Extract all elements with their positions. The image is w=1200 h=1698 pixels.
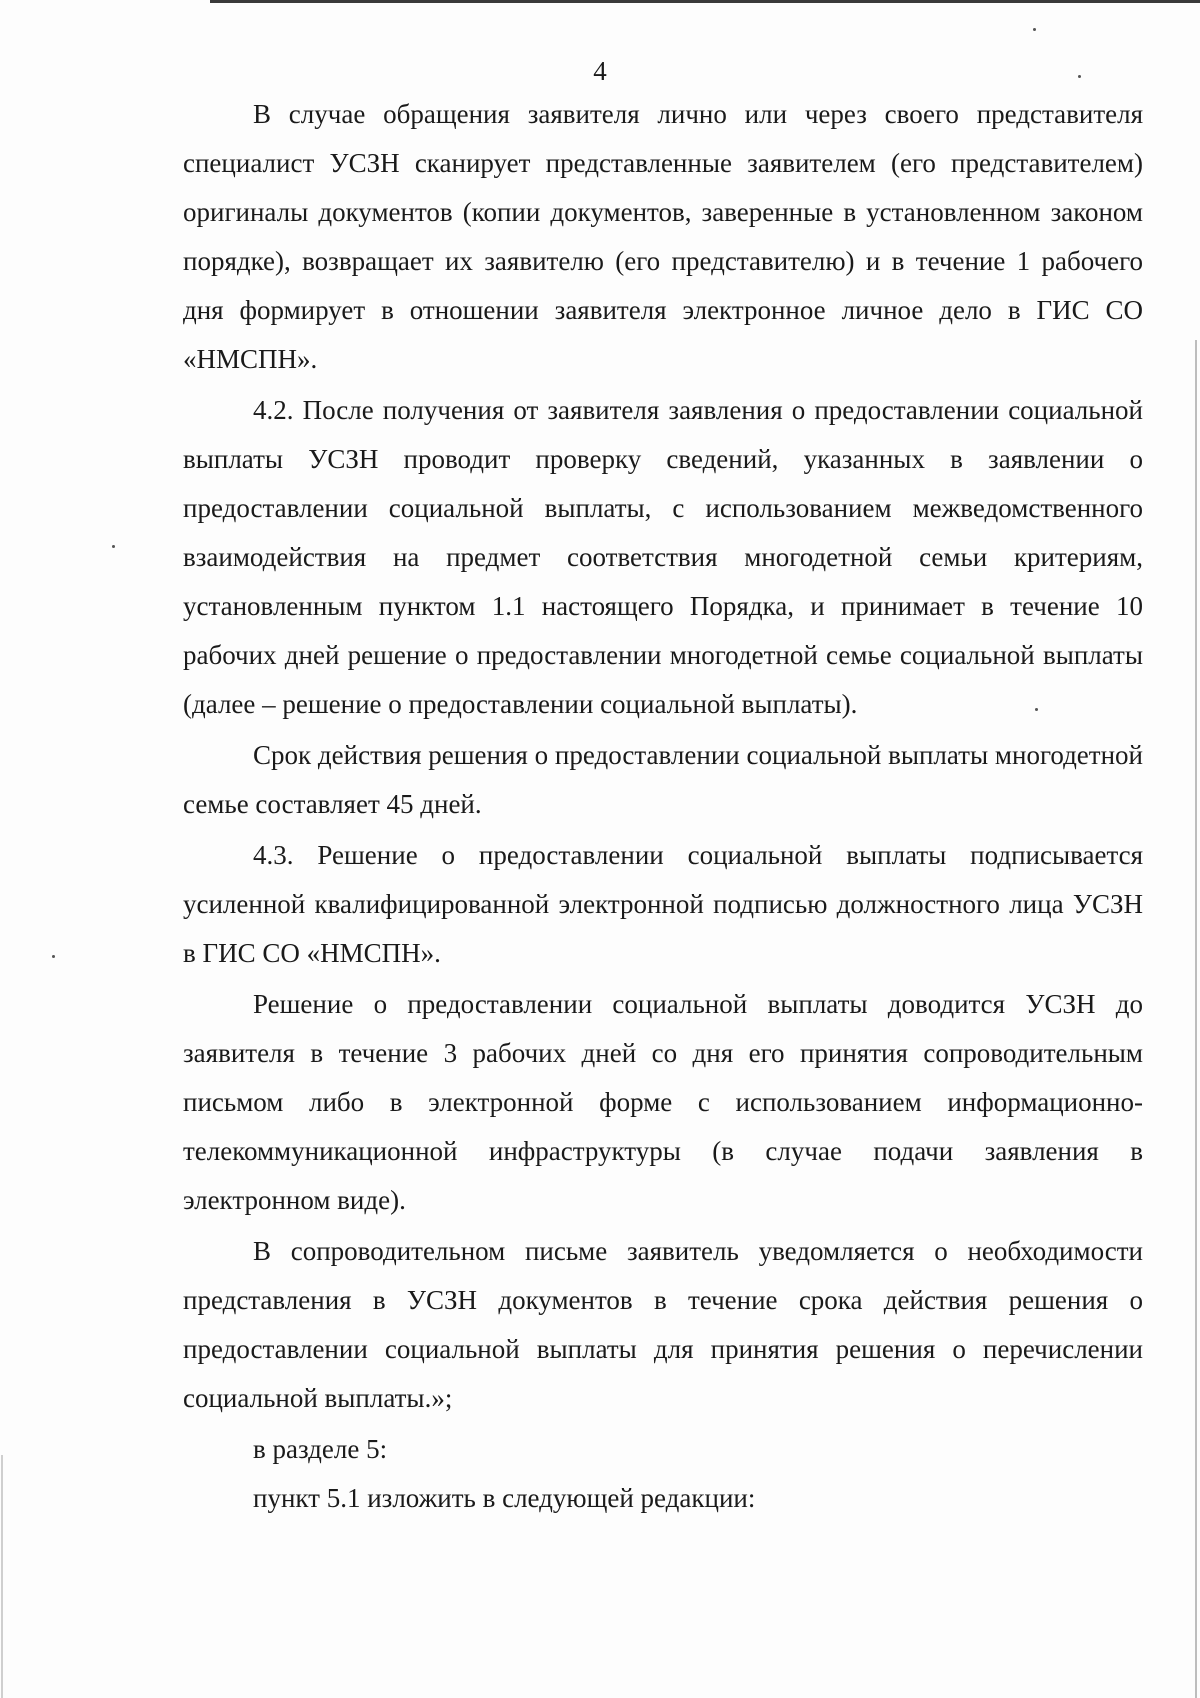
paragraph-section-5: в разделе 5:: [253, 1434, 388, 1464]
paragraph-item-5-1: пункт 5.1 изложить в следующей редакции:: [253, 1483, 756, 1513]
scan-speck: [112, 545, 115, 548]
scan-speck: [1033, 28, 1036, 31]
paragraph-personal-application: В случае обращения заявителя лично или через своего представителя специалист УСЗН сканирует представленные заявителем (его представителем) оригиналы документов (копии документов, заверенные в установленном законом порядке), возвращает их заявителю (его представителю) и в течение 1 рабочего дня формирует в отношении заявителя электронное личное дело в ГИС СО «НМСПН».: [183, 99, 1143, 374]
paragraph-4-2: 4.2. После получения от заявителя заявления о предоставлении социальной выплаты УСЗН проводит проверку сведений, указанных в заявлении о предоставлении социальной выплаты, с использованием межведомственного взаимодействия на предмет соответствия многодетной семьи критериям, установленным пунктом 1.1 настоящего Порядка, и принимает в течение 10 рабочих дней решение о предоставлении многодетной семье социальной выплаты (далее – решение о предоставлении социальной выплаты).: [183, 395, 1143, 719]
document-body: [183, 90, 1143, 1523]
right-scan-border: [1195, 340, 1197, 1698]
top-scan-border: [210, 0, 1200, 3]
paragraph-decision-term: Срок действия решения о предоставлении социальной выплаты многодетной семье составляет 45 дней.: [183, 740, 1143, 819]
paragraph-4-3: 4.3. Решение о предоставлении социальной выплаты подписывается усиленной квалифицированной электронной подписью должностного лица УСЗН в ГИС СО «НМСПН».: [183, 840, 1143, 968]
scan-speck: [52, 955, 55, 958]
page-number: 4: [593, 56, 607, 86]
left-scan-border: [1, 1455, 3, 1698]
paragraph-cover-letter: В сопроводительном письме заявитель уведомляется о необходимости представления в УСЗН документов в течение срока действия решения о предоставлении социальной выплаты для принятия решения о перечислении социальной выплаты.»;: [183, 1236, 1143, 1413]
paragraph-decision-notification: Решение о предоставлении социальной выплаты доводится УСЗН до заявителя в течение 3 рабочих дней со дня его принятия сопроводительным письмом либо в электронной форме с использованием информационно-телекоммуникационной инфраструктуры (в случае подачи заявления в электронном виде).: [183, 989, 1143, 1215]
